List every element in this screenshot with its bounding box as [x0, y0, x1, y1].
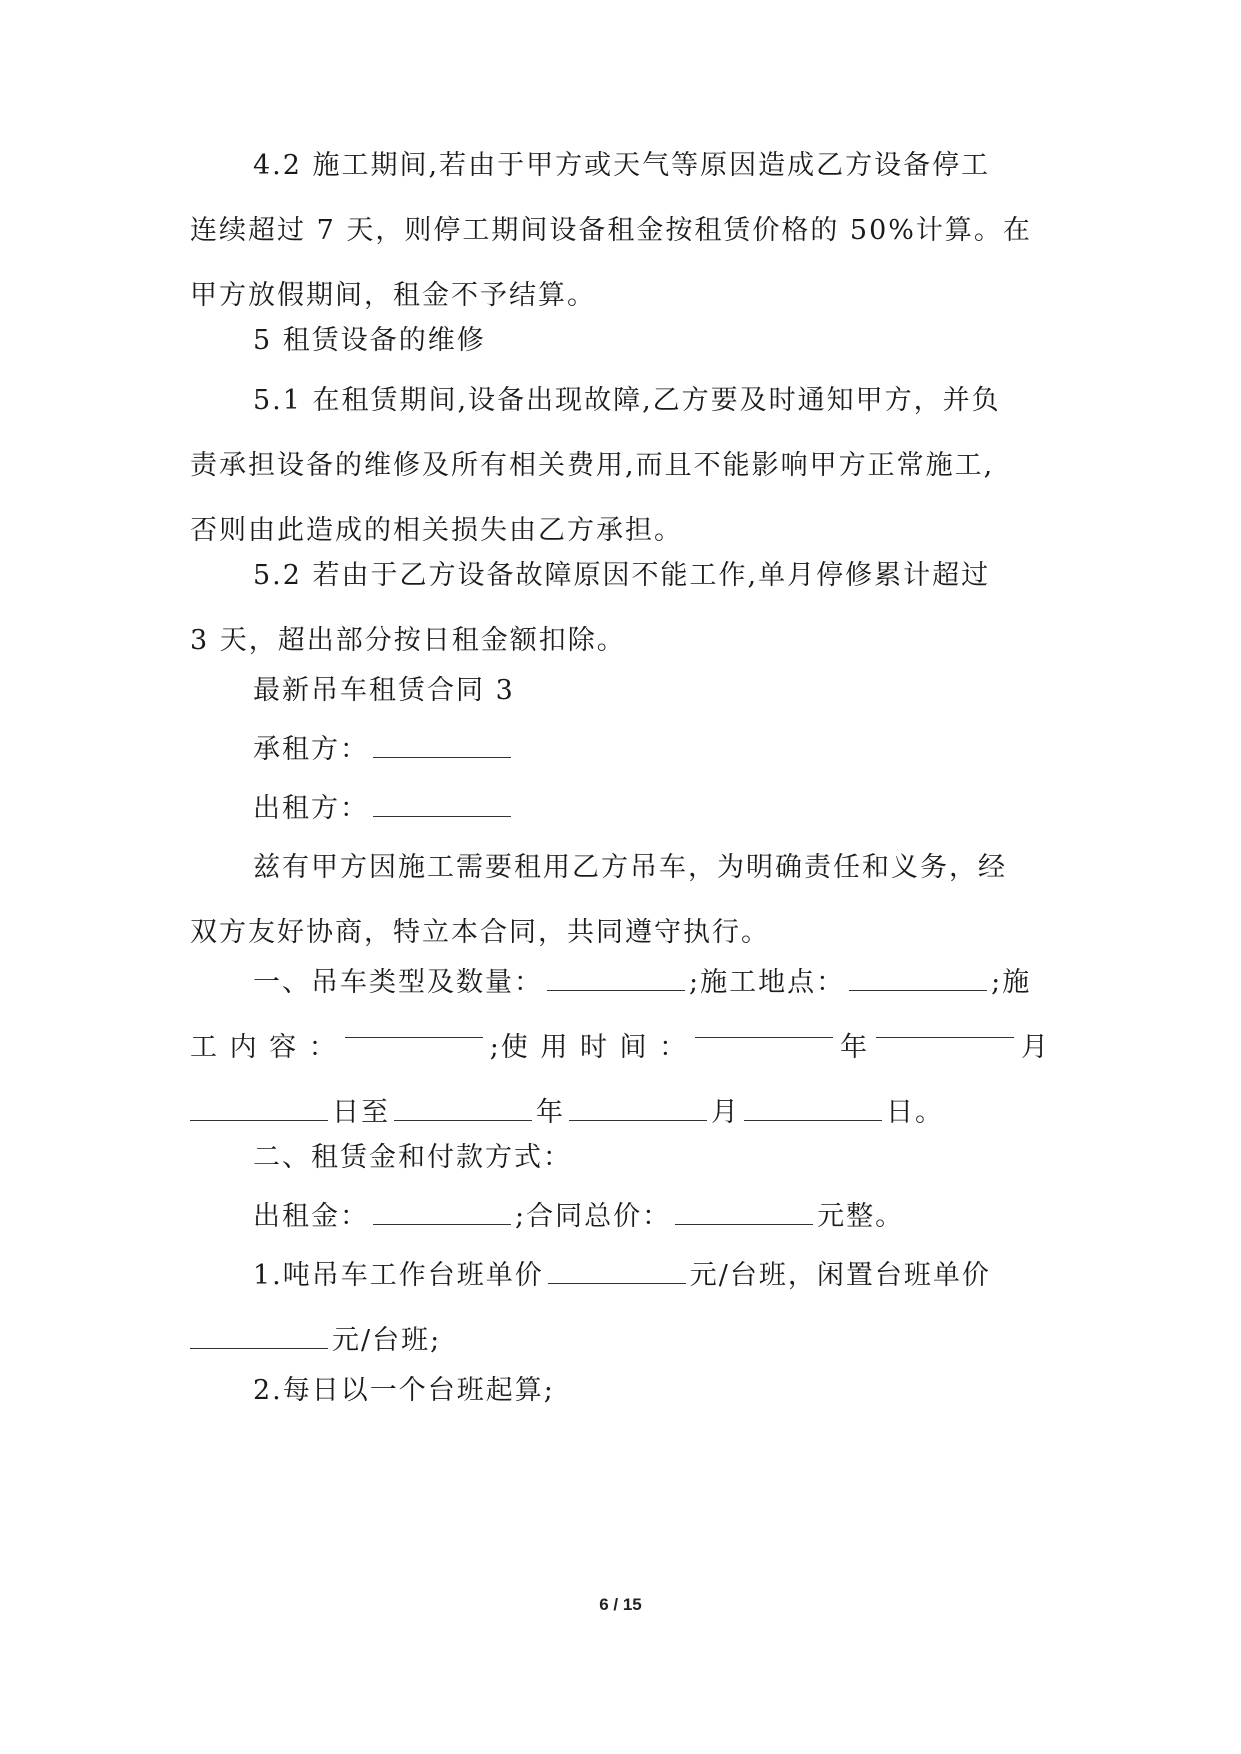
text-line: 5.2 若由于乙方设备故障原因不能工作,单月停修累计超过	[253, 560, 991, 591]
paragraph-5-1	[190, 368, 1050, 563]
item-2	[190, 1358, 1050, 1423]
text-line: 二、租赁金和付款方式：	[253, 1142, 572, 1173]
text: 日至	[332, 1097, 390, 1128]
text: 年	[840, 1032, 870, 1063]
text-line: 4.2 施工期间,若由于甲方或天气等原因造成乙方设备停工	[253, 150, 991, 181]
section-1	[190, 950, 1050, 1145]
text: ;施工地点：	[689, 967, 846, 998]
work-price-blank	[548, 1261, 686, 1284]
text: 日。	[886, 1097, 944, 1128]
text: 月	[711, 1097, 740, 1128]
start-year-blank	[695, 1015, 833, 1038]
paragraph-4-2	[190, 133, 1050, 328]
text-line: 3 天，超出部分按日租金额扣除。	[190, 625, 626, 656]
lessee-label: 承租方：	[253, 734, 369, 765]
text-line: 兹有甲方因施工需要租用乙方吊车，为明确责任和义务，经	[253, 852, 1007, 883]
text: 元/台班;	[332, 1325, 442, 1356]
rent-blank	[373, 1202, 511, 1225]
text-line: 责承担设备的维修及所有相关费用,而且不能影响甲方正常施工,	[190, 450, 995, 481]
text-line: 否则由此造成的相关损失由乙方承担。	[190, 515, 683, 546]
text: 1.吨吊车工作台班单价	[253, 1260, 544, 1291]
item-1	[190, 1243, 1050, 1373]
lessor-line	[190, 776, 1050, 841]
text: 年	[536, 1097, 565, 1128]
text-line: 双方友好协商，特立本合同，共同遵守执行。	[190, 917, 770, 948]
text: ;合同总价：	[515, 1201, 672, 1232]
text-line: 5.1 在租赁期间,设备出现故障,乙方要及时通知甲方，并负	[253, 385, 1001, 416]
intro-paragraph	[190, 835, 1050, 965]
text: 一、吊车类型及数量：	[253, 967, 543, 998]
text-line: 甲方放假期间，租金不予结算。	[190, 280, 596, 311]
text-line: 最新吊车租赁合同 3	[253, 675, 515, 706]
text-line: 连续超过 7 天，则停工期间设备租金按租赁价格的 50%计算。在	[190, 215, 1032, 246]
lessee-line	[190, 717, 1050, 782]
idle-price-blank	[190, 1326, 328, 1349]
text: ;施	[991, 967, 1032, 998]
lessee-blank	[373, 735, 511, 758]
contract-title	[190, 658, 1050, 723]
text: 出租金：	[253, 1201, 369, 1232]
total-price-blank	[675, 1202, 813, 1225]
content-blank	[345, 1015, 483, 1038]
text: 元整。	[817, 1201, 905, 1232]
start-month-blank	[876, 1015, 1014, 1038]
end-year-blank	[394, 1098, 532, 1121]
page-number: 6 / 15	[599, 1595, 642, 1614]
start-day-blank	[190, 1098, 328, 1121]
lessor-blank	[373, 794, 511, 817]
text: 工 内 容 ：	[190, 1032, 338, 1063]
section-heading-5	[190, 308, 1050, 373]
end-month-blank	[569, 1098, 707, 1121]
text: 月	[1021, 1032, 1050, 1063]
rent-line	[190, 1184, 1050, 1249]
text-line: 5 租赁设备的维修	[253, 325, 486, 356]
text-line: 2.每日以一个台班起算;	[253, 1375, 555, 1406]
crane-type-blank	[547, 968, 685, 991]
section-2-heading	[190, 1125, 1050, 1190]
text: ;使 用 时 间 ：	[489, 1032, 689, 1063]
text: 元/台班，闲置台班单价	[689, 1260, 991, 1291]
paragraph-5-2	[190, 543, 1050, 673]
end-day-blank	[744, 1098, 882, 1121]
lessor-label: 出租方：	[253, 793, 369, 824]
site-blank	[849, 968, 987, 991]
